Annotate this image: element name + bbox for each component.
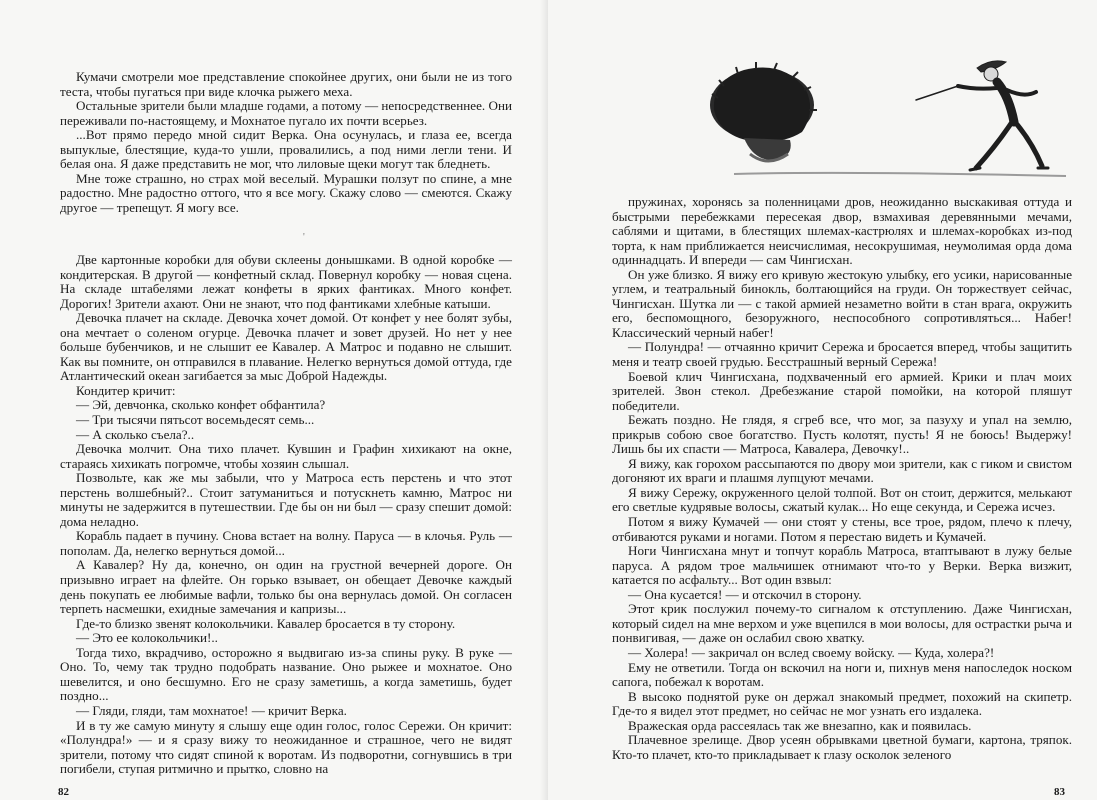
- right-page: [548, 0, 1097, 800]
- paragraph: — Это ее колокольчики!..: [76, 630, 218, 646]
- paragraph: В высоко поднятой руке он держал знакомый предмет, похожий на скипетр. Где-то я видел этот предмет, но сейчас не мог узнать его издалека.: [612, 688, 1072, 719]
- paragraph: Потом я вижу Кумачей — они стоят у стены, все трое, рядом, плечо к плечу, отбиваются руками и ногами. Потом я перестаю видеть и Кумачей.: [612, 514, 1072, 544]
- paragraph: — Она кусается! — и отскочил в сторону.: [628, 586, 862, 602]
- illustration-ink-drawing: [694, 50, 1076, 190]
- paragraph: А Кавалер? Ну да, конечно, он один на грустной вечерней дороге. Он призывно играет на флейте. Он горько взывает, он обещает Девочке каждый день покупать ее любимые вафли, только бы она вернулась домой. Он согласен терпеть насмешки, ехидные замечания и капризы...: [60, 557, 512, 617]
- ground-line: [734, 173, 1066, 176]
- print-mark: ': [303, 232, 305, 243]
- paragraph: Мне тоже страшно, но страх мой веселый. Мурашки ползут по спине, а мне радостно. Мне радостно оттого, что я все могу. Скажу слово — смеются. Скажу другое — трепещут. Я могу все.: [60, 170, 512, 215]
- paragraph: Вражеская орда рассеялась так же внезапно, как и появилась.: [628, 717, 972, 733]
- paragraph: Плачевное зрелище. Двор усеян обрывками цветной бумаги, картона, тряпок. Кто-то плачет, кто-то прикладывает к глазу осколок зеленого: [612, 732, 1072, 762]
- left-page-top-text: [60, 70, 512, 215]
- paragraph: ...Вот прямо передо мной сидит Верка. Она осунулась, и глаза ее, всегда выпуклые, блестящие, куда-то ушли, провалились, а под ними легли тени. И белая она. Я даже представить не мог, что лиловые щеки могут так бледнеть.: [60, 127, 512, 172]
- right-page-text: [612, 195, 1072, 762]
- paragraph: Девочка молчит. Она тихо плачет. Кувшин и Графин хихикают на окне, стараясь хихикать погромче, чтобы хозяин слышал.: [60, 441, 512, 471]
- boy-with-sword-figure: [916, 61, 1048, 170]
- paragraph: Позвольте, как же мы забыли, что у Матроса есть перстень и что этот перстень волшебный?.. Стоит затуманиться и потускнеть камню, Матрос ни минуты не задержится в путешествии. Где бы он ни был — сразу спешит домой: дома неладно.: [60, 470, 512, 529]
- paragraph: Этот крик послужил почему-то сигналом к отступлению. Даже Чингисхан, который сидел на мне верхом и уже вцепился в мои волосы, для острастки рыча и понвигивая, — даже он ослабил свою хватку.: [612, 601, 1072, 646]
- paragraph: Девочка плачет на складе. Девочка хочет домой. От конфет у нее болят зубы, она мечтает о соленом огурце. Девочка плачет и зовет друзей. Но нет у нее больше бубенчиков, и не слышит ее Кавалер. А Матрос и подавно не слышит. Как вы помните, он отправился в плавание. Нелегко вернуться домой оттуда, где Атлантический океан загибается за мыс Доброй Надежды.: [60, 310, 512, 384]
- left-page-number: 82: [58, 786, 69, 798]
- paragraph: — Три тысячи пятьсот восемьдесят семь...: [76, 412, 315, 428]
- paragraph: — Гляди, гляди, там мохнатое! — кричит Верка.: [76, 702, 347, 718]
- paragraph: — Эй, девчонка, сколько конфет обфантила?: [76, 397, 326, 413]
- left-page-bottom-text: [60, 253, 512, 777]
- paragraph: Кондитер кричит:: [76, 382, 176, 398]
- paragraph: И в ту же самую минуту я слышу еще один голос, голос Сережи. Он кричит: «Полундра!» — и я сразу вижу то неожиданное и страшное, чего не видят зрители, потому что сидят спиной к воротам. Из подворотни, согнувшись в три погибели, ступая ритмично и прытко, словно на: [60, 717, 512, 777]
- paragraph: Я вижу, как горохом рассыпаются по двору мои зрители, как с гиком и свистом догоняют их враги и плашмя лупцуют мечами.: [612, 455, 1072, 486]
- left-page: [0, 0, 548, 800]
- paragraph: Я вижу Сережу, окруженного целой толпой. Вот он стоит, держится, мелькают его светлые кудрявые волосы, сжатый кулак... Но еще секунда, и Сережа исчез.: [612, 484, 1072, 515]
- paragraph: Он уже близко. Я вижу его кривую жестокую улыбку, его усики, нарисованные углем, и театральный бинокль, болтающийся на груди. Он торжествует сейчас, Чингисхан. Шутка ли — с такой армией незаметно войти в стан врага, окружить его, беспомощного, безоружного, неспособного сопротивляться... Набег! Классический черный набег!: [612, 266, 1072, 340]
- paragraph: пружинах, хоронясь за поленницами дров, неожиданно выскакивая оттуда и быстрыми перебежками пересекая двор, взмахивая деревянными мечами, саблями и щитами, в блестящих шлемах-кастрюлях и шлемах-коробках из-под торта, к нам приближается неисчислимая, несокрушимая, неумолимая орда дома одиннадцать. И впереди — сам Чингисхан.: [612, 194, 1072, 268]
- furry-creature-figure: [710, 62, 817, 161]
- paragraph: Кумачи смотрели мое представление спокойнее других, они были не из того теста, чтобы пугаться при виде клочка рыжего меха.: [60, 69, 512, 99]
- paragraph: Бежать поздно. Не глядя, я сгреб все, что мог, за пазуху и упал на землю, прикрыв собою свое богатство. Пусть колотят, пусть! Я не боюсь! Выдержу! Лишь бы их спасти — Матроса, Кавалера, Девочку!..: [612, 412, 1072, 457]
- paragraph: Ноги Чингисхана мнут и топчут корабль Матроса, втаптывают в лужу белые паруса. А рядом трое мальчишек отнимают что-то у Верки. Верка визжит, катается по асфальту... Вот один взвыл:: [612, 543, 1072, 588]
- paragraph: Остальные зрители были младше годами, а потому — непосредственнее. Они переживали по-настоящему, и Мохнатое пугало их почти всерьез.: [60, 98, 512, 128]
- paragraph: Две картонные коробки для обуви склеены донышками. В одной коробке — кондитерская. В другой — конфетный склад. Повернул коробку — новая сцена. На складе штабелями лежат конфеты в ярких фантиках. Много конфет. Дорогих! Зрители ахают. Они не знают, что под фантиками хлебные катыши.: [60, 252, 512, 311]
- paragraph: Боевой клич Чингисхана, подхваченный его армией. Крики и плач моих зрителей. Звон стекол. Дребезжание старой помойки, на которой пляшут победители.: [612, 368, 1072, 413]
- paragraph: — Холера! — закричал он вслед своему войску. — Куда, холера?!: [628, 644, 995, 660]
- right-page-number: 83: [1054, 786, 1065, 798]
- paragraph: Где-то близко звенят колокольчики. Кавалер бросается в ту сторону.: [76, 615, 456, 631]
- paragraph: Тогда тихо, вкрадчиво, осторожно я выдвигаю из-за спины руку. В руке — Оно. То, чему так трудно подобрать название. Оно рыжее и мохнатое. Оно шевелится, и оно бесшумно. Его не сразу заметишь, а когда заметишь, будет поздно...: [60, 644, 512, 704]
- paragraph: — А сколько съела?..: [76, 426, 195, 442]
- paragraph: Ему не ответили. Тогда он вскочил на ноги и, пихнув меня напоследок носком сапога, побежал к воротам.: [612, 659, 1072, 690]
- paragraph: Корабль падает в пучину. Снова встает на волну. Паруса — в клочья. Руль — пополам. Да, нелегко вернуться домой...: [60, 528, 512, 558]
- paragraph: — Полундра! — отчаянно кричит Сережа и бросается вперед, чтобы защитить меня и театр своей грудью. Бесстрашный верный Сережа!: [612, 339, 1072, 370]
